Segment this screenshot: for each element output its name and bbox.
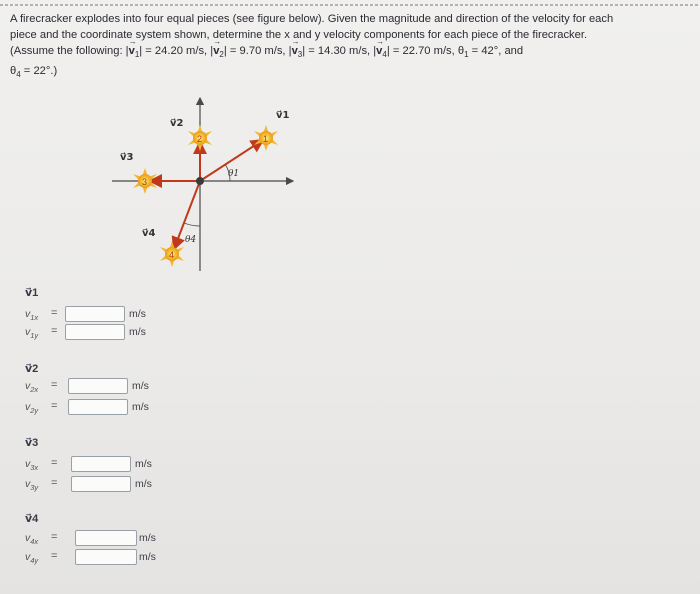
v2y-row (25, 399, 225, 417)
v3x-row (25, 456, 225, 474)
v3y-unit: m/s (135, 478, 152, 490)
v3x-unit: m/s (135, 458, 152, 470)
v1-symbol: → v (129, 43, 135, 59)
v2x-equals: = (51, 379, 58, 391)
v4x-unit: m/s (139, 532, 156, 544)
v4x-input[interactable] (75, 530, 137, 546)
piece-1-number: 1 (263, 134, 269, 144)
piece-4-number: 4 (169, 250, 175, 260)
v1y-label: $v_{1y}$ (25, 326, 39, 341)
v4y-unit: m/s (139, 551, 156, 563)
problem-line-3: (Assume the following: |→ $v_1| = 24.20$ m/s, |→ $v_2| = 9.70$ m/s, |→ $v_3| = 14.30$ m/s, |→ $v_4| = 22.70$ m/s, $\theta_1 = 42^\circ$, and (10, 43, 690, 63)
v3y-row (25, 476, 225, 494)
piece-2-number: 2 (197, 134, 203, 144)
v4y-equals: = (51, 550, 58, 562)
v1y-unit: m/s (129, 326, 146, 338)
v1-subscript: 1 (134, 50, 140, 60)
burst-2 (188, 125, 212, 151)
v3-value: = 14.30 m/s, (308, 45, 371, 57)
v4y-label: $v_{4y}$ (25, 551, 39, 566)
v3x-input[interactable] (71, 456, 131, 472)
burst-1 (254, 125, 278, 151)
v4x-equals: = (51, 531, 58, 543)
v4-subscript: 4 (382, 50, 387, 60)
v4x-label: $v_{4x}$ (25, 532, 39, 547)
theta4-symbol: θ (10, 65, 17, 78)
theta1-value: = 42°, and (471, 45, 524, 57)
v3y-equals: = (51, 477, 58, 489)
v2-subscript: 2 (219, 50, 224, 60)
v1y-input[interactable] (65, 324, 125, 340)
burst-4 (160, 241, 184, 267)
v2x-unit: m/s (132, 380, 149, 392)
v4y-input[interactable] (75, 549, 137, 565)
v3-group-label: v⃗3 (25, 437, 39, 449)
v3y-label: $v_{3y}$ (25, 478, 39, 493)
problem-line-1: A firecracker explodes into four equal pieces (see figure below). Given the magnitude and direction of the velocity for each (10, 13, 614, 25)
v2y-input[interactable] (68, 399, 128, 415)
v4-group-label: v⃗4 (25, 513, 39, 525)
v1-figure-label: v⃗1 (276, 110, 290, 121)
v3x-label: $v_{3x}$ (25, 458, 39, 473)
top-divider (0, 4, 700, 6)
assume-intro: (Assume the following: (10, 45, 123, 57)
v2-group-label: v⃗2 (25, 363, 39, 375)
v1x-row (25, 306, 225, 324)
problem-line-2: piece and the coordinate system shown, determine the x and y velocity components for each piece of the firecracker. (10, 29, 588, 41)
theta4-value: = 22°.) (23, 65, 58, 78)
v4-symbol: → v (376, 43, 382, 59)
problem-statement (10, 11, 690, 83)
v2x-input[interactable] (68, 378, 128, 394)
v1x-equals: = (51, 307, 58, 319)
v3-symbol: → v (292, 43, 298, 59)
theta4-arc (184, 223, 200, 226)
v1-group-label: v⃗1 (25, 287, 39, 299)
v4-value: = 22.70 m/s, (392, 45, 455, 57)
v2-value: = 9.70 m/s, (229, 45, 286, 57)
v1x-input[interactable] (65, 306, 125, 322)
origin-point (196, 177, 204, 185)
firecracker-diagram (100, 86, 320, 276)
v1y-row (25, 324, 225, 342)
v2y-equals: = (51, 400, 58, 412)
theta4-subscript: 4 (16, 70, 21, 80)
v2-figure-label: v⃗2 (170, 118, 184, 129)
v2-symbol: → v (213, 43, 219, 59)
v2x-row (25, 378, 225, 396)
v3-figure-label: v⃗3 (120, 152, 134, 163)
v1-value: = 24.20 m/s, (145, 45, 208, 57)
v2x-label: $v_{2x}$ (25, 380, 39, 395)
v4y-row (25, 549, 225, 567)
v3-subscript: 3 (297, 50, 303, 60)
v4x-row (25, 530, 225, 548)
v4-figure-label: v⃗4 (142, 228, 156, 239)
v3y-input[interactable] (71, 476, 131, 492)
v2y-label: $v_{2y}$ (25, 401, 39, 416)
problem-line-4 (10, 63, 690, 83)
v1x-label: $v_{1x}$ (25, 308, 39, 323)
theta1-symbol: θ (457, 45, 465, 57)
v1y-equals: = (51, 325, 58, 337)
theta4-figure-label: θ4 (185, 235, 197, 245)
piece-3-number: 3 (142, 177, 148, 187)
v2y-unit: m/s (132, 401, 149, 413)
v1x-unit: m/s (129, 308, 146, 320)
v3x-equals: = (51, 457, 58, 469)
theta1-figure-label: θ1 (228, 169, 240, 179)
theta1-subscript: 1 (464, 50, 469, 60)
